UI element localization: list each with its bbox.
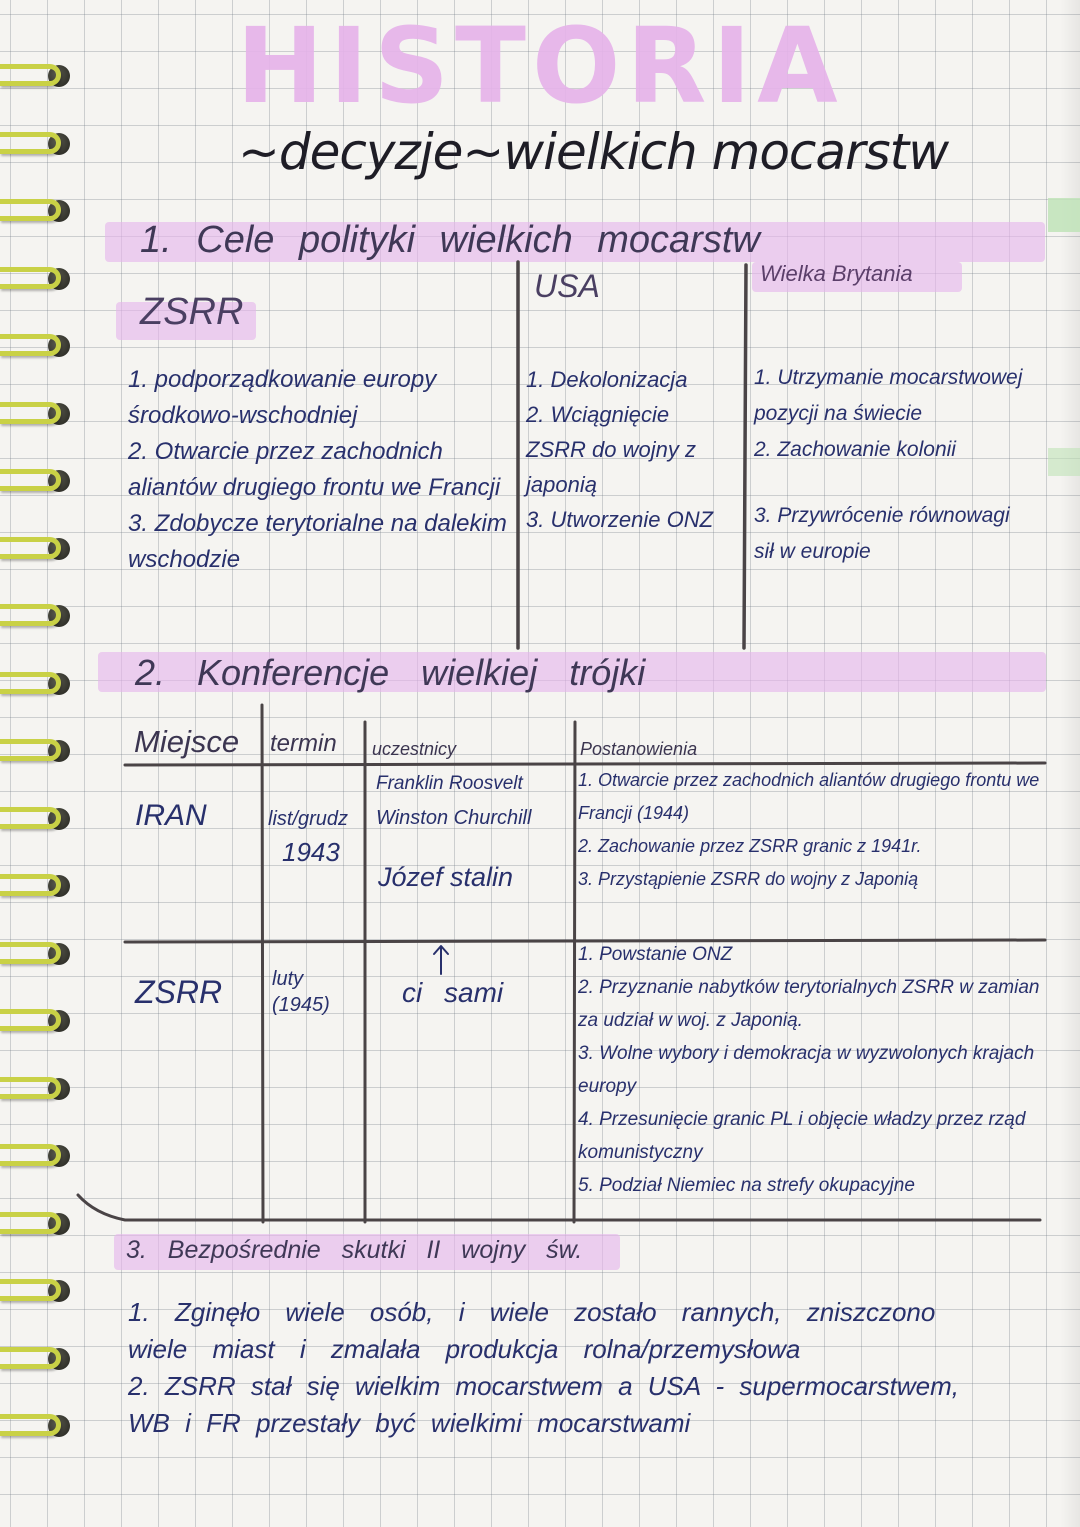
list-item: 3. Utworzenie ONZ: [526, 507, 714, 532]
decision-item: 3. Przystąpienie ZSRR do wojny z Japonią: [578, 869, 919, 889]
table-cell-participant: Winston Churchill: [376, 807, 532, 829]
list-item: 1. Zginęło wiele osób, i wiele zostało rannych, zniszczono wiele miast i zmalała produkcja rolna/przemysłowa: [128, 1297, 936, 1364]
spiral-wire: [0, 334, 61, 356]
spiral-ring: [0, 1005, 76, 1035]
table-cell-place: ZSRR: [135, 974, 223, 1010]
spiral-ring: [0, 195, 76, 225]
section-heading: 1. Cele polityki wielkich mocarstw: [140, 219, 760, 261]
table-cell-decisions: [578, 764, 1040, 896]
decision-item: 2. Zachowanie przez ZSRR granic z 1941r.: [578, 836, 922, 856]
decision-item: 2. Przyznanie nabytków terytorialnych ZSRR w zamian za udział w woj. z Japonią.: [578, 977, 1040, 1031]
spiral-ring: [0, 668, 76, 698]
table-cell-place: IRAN: [135, 799, 207, 832]
spiral-ring: [0, 330, 76, 360]
table-cell-participant: ci sami: [402, 977, 504, 1008]
usa-goals-list: [526, 362, 731, 537]
spiral-wire: [0, 604, 61, 626]
spiral-ring: [0, 1073, 76, 1103]
spiral-wire: [0, 1414, 61, 1436]
page-title: HISTORIA: [236, 5, 844, 127]
spiral-ring: [0, 870, 76, 900]
table-cell-date: luty: [272, 968, 304, 990]
spiral-wire: [0, 199, 61, 221]
spiral-ring: [0, 1208, 76, 1238]
spiral-wire: [0, 469, 61, 491]
table-header-date: termin: [270, 730, 337, 757]
table-cell-participant: Franklin Roosvelt: [376, 773, 523, 794]
decision-item: 1. Otwarcie przez zachodnich aliantów drugiego frontu we Francji (1944): [578, 770, 1040, 823]
list-item: 1. Utrzymanie mocarstwowej pozycji na świecie: [754, 366, 1023, 425]
table-cell-date: (1945): [272, 994, 330, 1016]
spiral-ring: [0, 1275, 76, 1305]
spiral-wire: [0, 1009, 61, 1031]
spiral-ring: [0, 263, 76, 293]
spiral-wire: [0, 739, 61, 761]
list-item: 1. Dekolonizacja: [526, 367, 688, 392]
spiral-wire: [0, 132, 61, 154]
uk-goals-list: [754, 360, 1029, 570]
spiral-ring: [0, 600, 76, 630]
column-heading-uk: Wielka Brytania: [760, 261, 913, 286]
decision-item: 1. Powstanie ONZ: [578, 944, 733, 965]
spiral-wire: [0, 1144, 61, 1166]
spiral-wire: [0, 267, 61, 289]
table-column-line: [262, 705, 263, 1222]
spiral-wire: [0, 942, 61, 964]
list-item: 3. Przywrócenie równowagi sił w europie: [754, 504, 1010, 563]
spiral-ring: [0, 735, 76, 765]
spiral-ring: [0, 398, 76, 428]
section-heading: 3. Bezpośrednie skutki II wojny św.: [126, 1236, 583, 1264]
spiral-wire: [0, 1279, 61, 1301]
spiral-ring: [0, 803, 76, 833]
spiral-ring: [0, 533, 76, 563]
list-item: 2. Otwarcie przez zachodnich aliantów drugiego frontu we Francji: [128, 438, 501, 501]
page-subtitle: ~decyzje~wielkich mocarstw: [238, 123, 949, 181]
spiral-ring: [0, 1343, 76, 1373]
spiral-ring: [0, 1140, 76, 1170]
list-item: 3. Zdobycze terytorialne na dalekim wschodzie: [128, 510, 507, 573]
column-heading-zsrr: ZSRR: [140, 291, 244, 333]
table-cell-date: 1943: [282, 837, 340, 867]
table-header-participants: uczestnicy: [372, 739, 457, 759]
table-column-line: [574, 722, 575, 1222]
table-cell-participant: Józef stalin: [378, 862, 514, 892]
spiral-ring: [0, 465, 76, 495]
table-header-place: Miejsce: [134, 724, 240, 759]
table-header-decisions: Postanowienia: [580, 739, 698, 759]
spiral-wire: [0, 1212, 61, 1234]
spiral-wire: [0, 807, 61, 829]
table-cell-date: list/grudz: [268, 808, 349, 830]
decision-item: 3. Wolne wybory i demokracja w wyzwolonych krajach europy: [578, 1043, 1035, 1097]
spiral-wire: [0, 402, 61, 424]
list-item: 2. ZSRR stał się wielkim mocarstwem a USA - supermocarstwem, WB i FR przestały być wielkimi mocarstwami: [128, 1371, 959, 1438]
column-heading-usa: USA: [534, 268, 600, 304]
spiral-wire: [0, 537, 61, 559]
spiral-ring: [0, 938, 76, 968]
spiral-ring: [0, 128, 76, 158]
list-item: 2. Wciągnięcie ZSRR do wojny z japonią: [526, 402, 696, 497]
zsrr-goals-list: [128, 362, 513, 578]
section-heading: 2. Konferencje wielkiej trójki: [135, 652, 646, 693]
list-item: 2. Zachowanie kolonii: [754, 438, 956, 461]
column-divider: [744, 265, 746, 648]
up-arrow-icon: [430, 942, 452, 976]
spiral-ring: [0, 1410, 76, 1440]
decision-item: 5. Podział Niemiec na strefy okupacyjne: [578, 1175, 915, 1196]
page-tab-marker: [1048, 448, 1080, 476]
spiral-wire: [0, 874, 61, 896]
table-cell-decisions: [578, 938, 1040, 1202]
spiral-wire: [0, 1077, 61, 1099]
list-item: 1. podporządkowanie europy środkowo-wschodniej: [128, 366, 437, 429]
spiral-binding: [0, 0, 80, 1527]
decision-item: 4. Przesunięcie granic PL i objęcie władzy przez rząd komunistyczny: [578, 1109, 1026, 1163]
page-tab-marker: [1048, 198, 1080, 232]
spiral-wire: [0, 1347, 61, 1369]
consequences-list: [128, 1294, 1008, 1442]
spiral-wire: [0, 672, 61, 694]
